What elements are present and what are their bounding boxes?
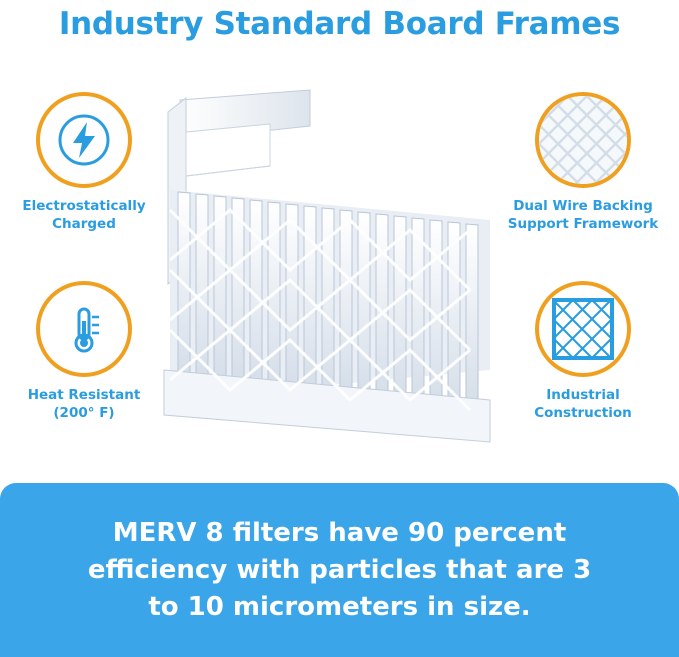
feature-industrial-construction — [503, 281, 663, 422]
feature-badge-ring — [36, 92, 132, 188]
banner-line1: MERV 8 filters have 90 percent — [112, 517, 567, 548]
feature-label — [4, 386, 164, 422]
feature-label-line1: Industrial — [546, 387, 620, 403]
feature-dual-wire-backing — [503, 92, 663, 233]
lightning-bolt-icon — [54, 110, 114, 170]
feature-electrostatically-charged — [4, 92, 164, 233]
feature-label-line2: Construction — [534, 405, 632, 421]
framed-grid-icon — [550, 296, 616, 362]
page-title: Industry Standard Board Frames — [58, 6, 621, 42]
feature-label-line2: Support Framework — [507, 216, 659, 232]
feature-label — [4, 197, 164, 233]
filter-svg — [150, 70, 530, 470]
pleated-air-filter-illustration — [150, 70, 530, 470]
feature-badge-ring — [535, 281, 631, 377]
feature-heat-resistant — [4, 281, 164, 422]
feature-label — [503, 197, 663, 233]
feature-label-line1: Electrostatically — [22, 198, 146, 214]
banner-text — [48, 515, 631, 626]
feature-label-line1: Heat Resistant — [27, 387, 141, 403]
banner-line2: efficiency with particles that are 3 — [87, 554, 592, 585]
feature-label-line2: (200° F) — [53, 405, 115, 421]
feature-label — [503, 386, 663, 422]
feature-badge-ring — [535, 92, 631, 188]
feature-label-line2: Charged — [52, 216, 116, 232]
feature-badge-ring — [36, 281, 132, 377]
thermometer-icon — [54, 299, 114, 359]
feature-label-line1: Dual Wire Backing — [513, 198, 653, 214]
merv-rating-banner — [0, 483, 679, 657]
wire-mesh-icon — [539, 94, 627, 186]
banner-line3: to 10 micrometers in size. — [148, 591, 531, 622]
